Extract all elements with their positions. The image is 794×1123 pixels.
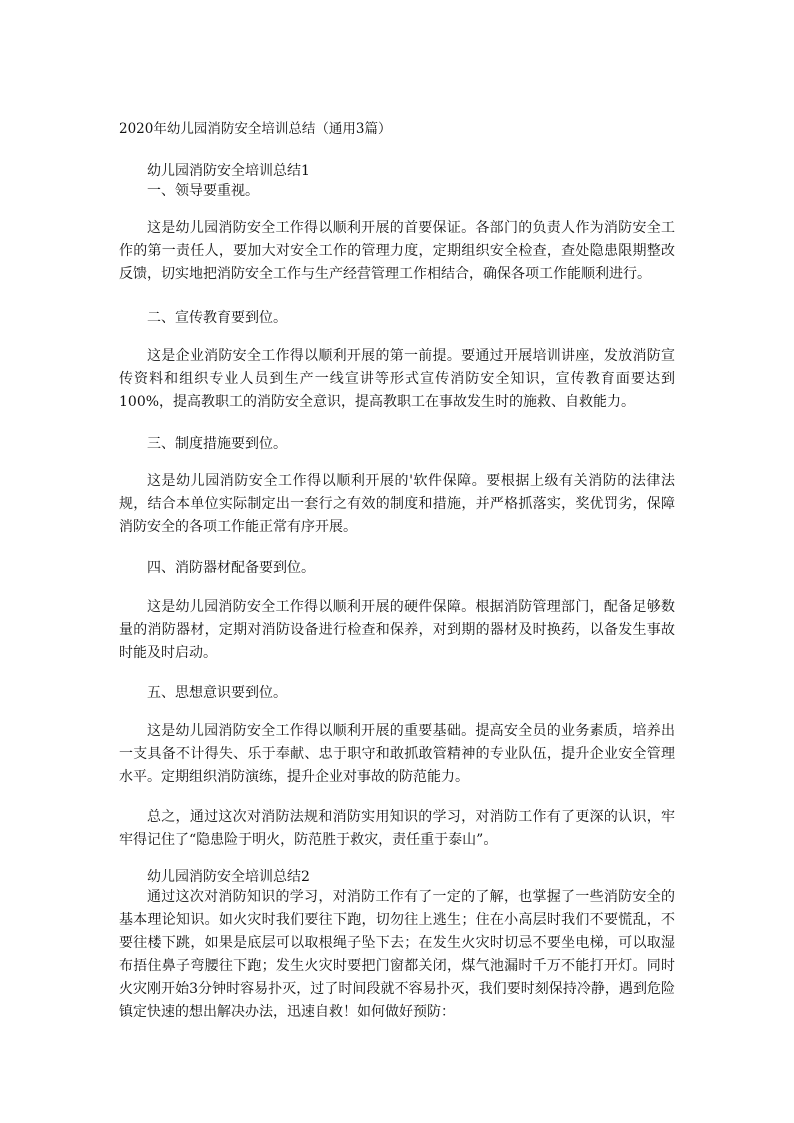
paragraph-text: 这是幼儿园消防安全工作得以顺利开展的'软件保障。要根据上级有关消防的法律法规，结合本单位实际制定出一套行之有效的制度和措施，并严格抓落实，奖优罚劣，保障消防安全的各项工作能正常有序开展。 xyxy=(119,473,675,535)
section-1-paragraph-5 xyxy=(119,720,675,789)
section-1-point-3-heading: 三、制度措施要到位。 xyxy=(147,436,287,452)
section-1-point-5-heading: 五、思想意识要到位。 xyxy=(147,685,287,701)
paragraph-text: 这是幼儿园消防安全工作得以顺利开展的首要保证。各部门的负责人作为消防安全工作的第一责任人，要加大对安全工作的管理力度，定期组织安全检查，查处隐患限期整改反馈，切实地把消防安全工作与生产经营管理工作相结合，确保各项工作能顺利进行。 xyxy=(119,220,675,282)
paragraph-text: 通过这次对消防知识的学习，对消防工作有了一定的了解，也掌握了一些消防安全的基本理论知识。如火灾时我们要往下跑，切勿往上逃生；住在小高层时我们不要慌乱，不要往楼下跳，如果是底层可以取根绳子坠下去；在发生火灾时切忌不要坐电梯，可以取湿布捂住鼻子弯腰往下跑；发生火灾时要把门窗都关闭，煤气池漏时千万不能打开灯。同时火灾刚开始3分钟时容易扑灭，过了时间段就不容易扑灭，我们要时刻保持冷静，遇到危险镇定快速的想出解决办法，迅速自救！如何做好预防： xyxy=(119,889,675,1020)
paragraph-text: 总之，通过这次对消防法规和消防实用知识的学习，对消防工作有了更深的认识，牢牢得记住了“隐患险于明火，防范胜于救灾，责任重于泰山”。 xyxy=(119,809,675,848)
section-1-paragraph-2 xyxy=(119,345,675,414)
section-1-heading: 幼儿园消防安全培训总结1 xyxy=(147,163,310,179)
section-1-conclusion xyxy=(119,806,675,852)
section-2-heading: 幼儿园消防安全培训总结2 xyxy=(147,869,310,885)
section-1-point-2-heading: 二、宣传教育要到位。 xyxy=(147,310,287,326)
section-2-paragraph-1 xyxy=(119,886,675,1024)
section-1-paragraph-1 xyxy=(119,217,675,286)
paragraph-text: 这是幼儿园消防安全工作得以顺利开展的重要基础。提高安全员的业务素质，培养出一支具备不计得失、乐于奉献、忠于职守和敢抓敢管精神的专业队伍，提升企业安全管理水平。定期组织消防演练，提升企业对事故的防范能力。 xyxy=(119,723,675,785)
document-title: 2020年幼儿园消防安全培训总结（通用3篇） xyxy=(119,121,392,137)
section-1-paragraph-4 xyxy=(119,596,675,665)
section-1-point-4-heading: 四、消防器材配备要到位。 xyxy=(147,560,315,576)
section-1-paragraph-3 xyxy=(119,470,675,539)
paragraph-text: 这是企业消防安全工作得以顺利开展的第一前提。要通过开展培训讲座，发放消防宣传资料和组织专业人员到生产一线宣讲等形式宣传消防安全知识，宣传教育面要达到100%，提高教职工的消防安全意识，提高教职工在事故发生时的施救、自救能力。 xyxy=(119,348,675,410)
paragraph-text: 这是幼儿园消防安全工作得以顺利开展的硬件保障。根据消防管理部门，配备足够数量的消防器材，定期对消防设备进行检查和保养，对到期的器材及时换药，以备发生事故时能及时启动。 xyxy=(119,599,675,661)
section-1-point-1-heading: 一、领导要重视。 xyxy=(147,183,259,199)
